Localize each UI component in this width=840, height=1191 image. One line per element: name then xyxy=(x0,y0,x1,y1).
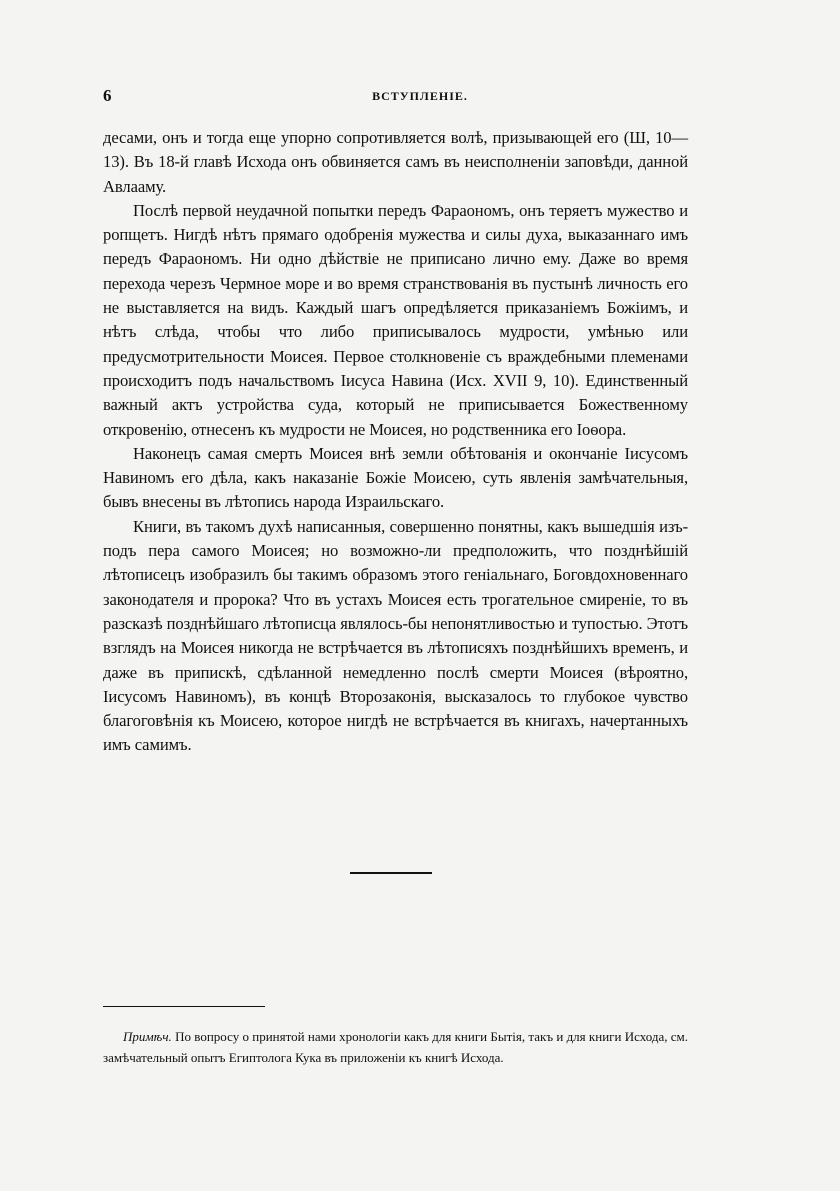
paragraph: Наконецъ самая смерть Моисея внѣ земли обѣтованія и окончаніе Іисусомъ Навиномъ его дѣла, какъ наказаніе Божіе Моисею, суть явленія замѣчательныя, бывъ внесены въ лѣтопись народа Израильскаго. xyxy=(103,443,688,512)
running-title: ВСТУПЛЕНІЕ. xyxy=(372,89,468,103)
footnote-text: По вопросу о принятой нами хронологіи какъ для книги Бытія, такъ и для книги Исхода, см. замѣчательный опытъ Египтолога Кука въ приложеніи къ книгѣ Исхода. xyxy=(103,1029,689,1065)
footnote-label: Примѣч. xyxy=(123,1029,172,1044)
section-end-divider xyxy=(350,872,432,874)
body-text xyxy=(103,126,688,758)
paragraph: Книги, въ такомъ духѣ написанныя, совершенно понятны, какъ вышедшія изъ-подъ пера самого Моисея; но возможно-ли предположить, что позднѣйшій лѣтописецъ изобразилъ бы такимъ образомъ этого геніальнаго, Боговдохновеннаго законодателя и пророка? Что въ устахъ Моисея есть трогательное смиреніе, то въ разсказѣ позднѣйшаго лѣтописца являлось-бы непонятливостью и тупостью. Этотъ взглядъ на Моисея никогда не встрѣчается въ лѣтописяхъ позднѣйшихъ временъ, и даже въ припискѣ, сдѣланной немедленно послѣ смерти Моисея (вѣроятно, Іисусомъ Навиномъ), въ концѣ Второзаконія, высказалось то глубокое чувство благоговѣнія къ Моисею, которое нигдѣ не встрѣчается въ книгахъ, начертанныхъ имъ самимъ. xyxy=(103,516,688,755)
paragraph: Послѣ первой неудачной попытки передъ Фараономъ, онъ теряетъ мужество и ропщетъ. Нигдѣ нѣтъ прямаго одобренія мужества и силы духа, выказаннаго имъ передъ Фараономъ. Ни одно дѣйствіе не приписано лично ему. Даже во время перехода черезъ Чермное море и во время странствованія въ пустынѣ личность его не выставляется на видъ. Каждый шагъ опредѣляется приказаніемъ Божіимъ, и нѣтъ слѣда, чтобы что либо приписывалось мудрости, умѣнью или предусмотрительности Моисея. Первое столкновеніе съ враждебными племенами происходитъ подъ начальствомъ Іисуса Навина (Исх. XVII 9, 10). Единственный важный актъ устройства суда, который не приписывается Божественному откровенію, отнесенъ къ мудрости не Моисея, но родственника его Іоѳора. xyxy=(103,200,688,439)
footnote xyxy=(103,1027,688,1068)
paragraph-continued: десами, онъ и тогда еще упорно сопротивляется волѣ, призывающей его (Ш, 10—13). Въ 18-й главѣ Исхода онъ обвиняется самъ въ неисполненіи заповѣди, данной Авлааму. xyxy=(103,128,688,196)
footnote-divider xyxy=(103,1006,265,1007)
page-number: 6 xyxy=(103,86,112,105)
